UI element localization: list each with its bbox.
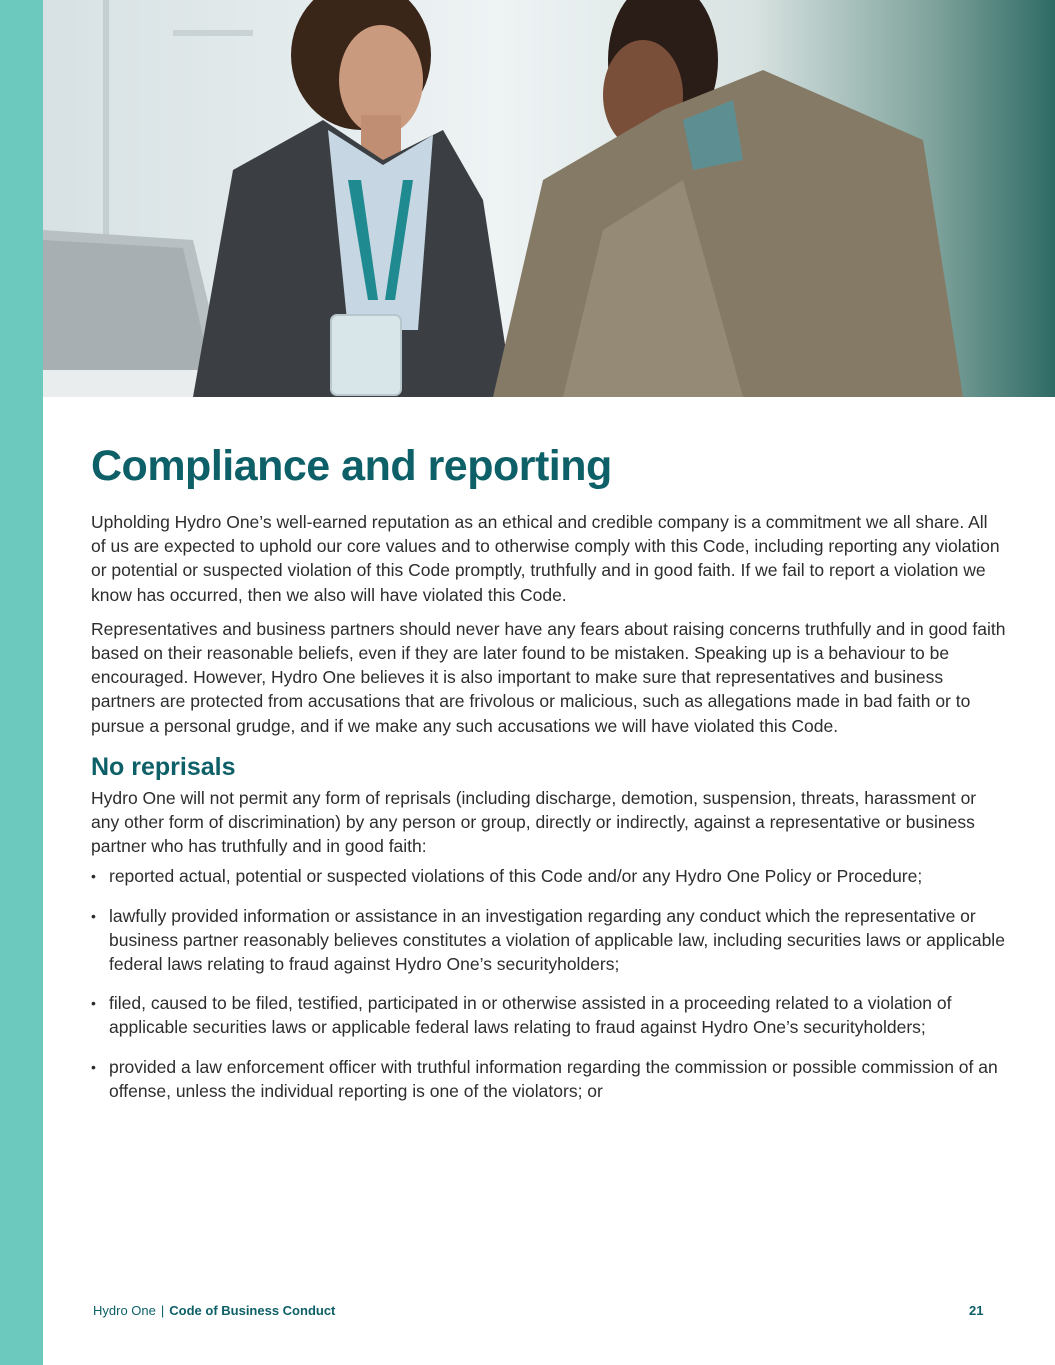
section-intro: Hydro One will not permit any form of reprisals (including discharge, demotion, suspension, threats, harassment or any other form of discrimination) by any person or group, directly or indirectly, against a representative or business partner who has truthfully and in good faith: [91, 787, 977, 857]
footer-document-title: Code of Business Conduct [169, 1303, 336, 1318]
list-item [91, 904, 1006, 977]
list-item [91, 1055, 1006, 1103]
paragraph-commitment: Upholding Hydro One’s well-earned reputation as an ethical and credible company is a commitment we all share. All of us are expected to uphold our core values and to otherwise comply with this Code, including reporting any violation or potential or suspected violation of this Code promptly, truthfully and in good faith. If we fail to report a violation we know has occurred, then we also will have violated this Code. [91, 512, 1000, 605]
bullet-icon: • [91, 868, 96, 885]
page-footer [93, 1303, 335, 1318]
hero-photo [43, 0, 1055, 397]
page-number: 21 [969, 1303, 984, 1318]
list-item [91, 991, 1006, 1039]
section-heading-no-reprisals: No reprisals [91, 752, 236, 781]
bullet-icon: • [91, 907, 96, 924]
footer-company: Hydro One [93, 1303, 156, 1318]
bullet-icon: • [91, 995, 96, 1012]
paragraph-good-faith: Representatives and business partners should never have any fears about raising concerns truthfully and in good faith based on their reasonable beliefs, even if they are later found to be mistaken. Speaking up is a behaviour to be encouraged. However, Hydro One believes it is also important to make sure that representatives and business partners are protected from accusations that are frivolous or malicious, such as allegations made in bad faith or to pursue a personal grudge, and if we make any such accusations we will have violated this Code. [91, 618, 1006, 736]
list-item-text: lawfully provided information or assistance in an investigation regarding any conduct which the representative or business partner reasonably believes constitutes a violation of applicable law, including securities laws or applicable federal laws relating to fraud against Hydro One’s securityholders; [109, 905, 1005, 975]
list-item-text: reported actual, potential or suspected violations of this Code and/or any Hydro One Policy or Procedure; [109, 866, 923, 887]
list-item-text: filed, caused to be filed, testified, participated in or otherwise assisted in a proceeding related to a violation of applicable securities laws or applicable federal laws relating to fraud against Hydro One’s securityholders; [109, 993, 952, 1038]
bullet-icon: • [91, 1058, 96, 1075]
page-title: Compliance and reporting [91, 442, 612, 490]
footer-separator: | [160, 1303, 165, 1318]
main-content [91, 440, 1006, 1118]
list-item [91, 864, 1006, 888]
reprisal-bullet-list [91, 864, 1006, 1103]
list-item-text: provided a law enforcement officer with truthful information regarding the commission or possible commission of an offense, unless the individual reporting is one of the violators; or [109, 1056, 998, 1101]
photo-of-two-people-meeting-icon [43, 0, 1055, 397]
side-accent-stripe [0, 0, 43, 1365]
